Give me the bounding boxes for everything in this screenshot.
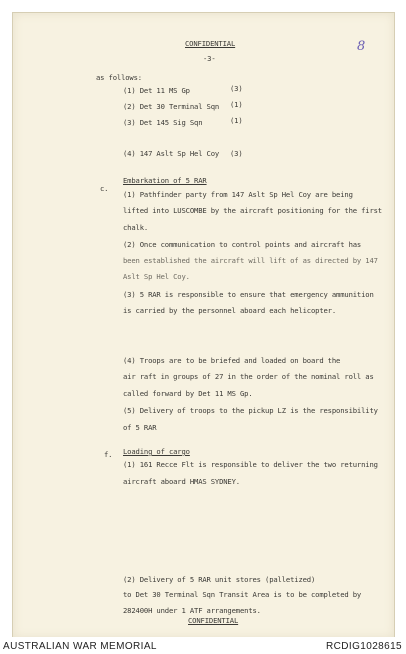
bottom-line-1: (2) Delivery of 5 RAR unit stores (palletized) — [123, 575, 316, 584]
section-c-line-12: (5) Delivery of troops to the pickup LZ is the responsibility — [123, 406, 378, 415]
section-c-line-10: air raft in groups of 27 in the order of the nominal roll as — [123, 372, 374, 381]
footer-classification: CONFIDENTIAL — [188, 616, 239, 625]
section-c-line-4: (2) Once communication to control points and aircraft has — [123, 240, 362, 249]
unit-4: (4) 147 Aslt Sp Hel Coy — [123, 149, 220, 158]
section-c-letter: c. — [100, 184, 109, 193]
bottom-line-2: to Det 30 Terminal Sqn Transit Area is to be completed by — [123, 590, 362, 599]
unit-2-count: (1) — [230, 100, 243, 109]
unit-4-count: (3) — [230, 149, 243, 158]
bottom-line-3: 282400H under 1 ATF arrangements. — [123, 606, 261, 615]
handwritten-mark: 8 — [357, 39, 366, 54]
section-c-line-2: lifted into LUSCOMBE by the aircraft positioning for the first — [123, 206, 382, 215]
unit-1-count: (3) — [230, 84, 243, 93]
header-classification: CONFIDENTIAL — [185, 39, 236, 48]
section-c-line-11: called forward by Det 11 MS Gp. — [123, 389, 253, 398]
page-number: -3- — [203, 54, 216, 63]
archive-name: AUSTRALIAN WAR MEMORIAL — [3, 641, 157, 652]
section-c-line-13: of 5 RAR — [123, 423, 157, 432]
section-c-line-9: (4) Troops are to be briefed and loaded on board the — [123, 356, 341, 365]
section-c-line-8: is carried by the personnel aboard each helicopter. — [123, 306, 337, 315]
unit-3: (3) Det 145 Sig Sqn — [123, 118, 203, 127]
unit-2: (2) Det 30 Terminal Sqn — [123, 102, 220, 111]
section-f-heading: Loading of cargo — [123, 447, 190, 456]
archive-footer — [0, 637, 406, 654]
section-c-line-1: (1) Pathfinder party from 147 Aslt Sp Hel Coy are being — [123, 190, 353, 199]
section-c-line-7: (3) 5 RAR is responsible to ensure that emergency ammunition — [123, 290, 374, 299]
section-f-line-2: aircraft aboard HMAS SYDNEY. — [123, 477, 240, 486]
section-c-line-6: Aslt Sp Hel Coy. — [123, 272, 190, 281]
record-id: RCDIG1028615 — [326, 641, 402, 652]
intro-text: as follows: — [96, 73, 142, 82]
section-c-line-5: been established the aircraft will lift of as directed by 147 — [123, 256, 378, 265]
section-c-heading: Embarkation of 5 RAR — [123, 176, 207, 185]
section-f-letter: f. — [104, 450, 113, 459]
document-page — [12, 12, 395, 639]
unit-3-count: (1) — [230, 116, 243, 125]
section-c-line-3: chalk. — [123, 223, 149, 232]
section-f-line-1: (1) 161 Recce Flt is responsible to deliver the two returning — [123, 460, 378, 469]
unit-1: (1) Det 11 MS Gp — [123, 86, 190, 95]
